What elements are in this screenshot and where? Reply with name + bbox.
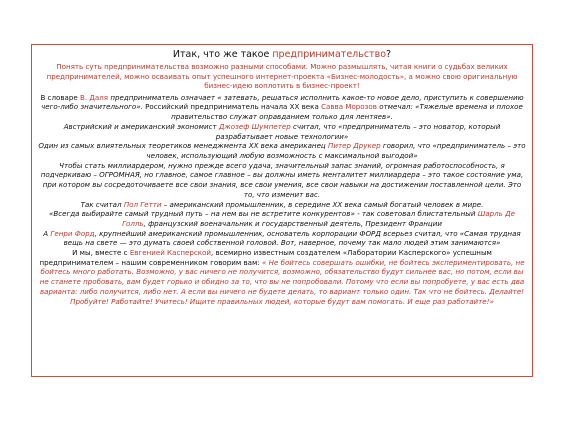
- schumpeter-name: Джозеф Шумпетер: [218, 121, 291, 131]
- kasperskaya-quote: « Не бойтесь совершать ошибки, не бойтесь экспериментировать, не бойтесь много работать. Возможно, у вас ничего не получится, возможно, обязательство будут сильнее вас, но потом, если вы не станете пробовать, вам будет горько и обидно за то, что вы не попробовали. Потому что если вы попробуете, у вас есть два варианта: либо получится, либо нет. А если вы ничего не будете делать, то вариант только один. Так что не бойтесь. Делайте! Пробуйте! Работайте! Учитесь! Ищите правильных людей, которые будут вам помогать. И еще раз работайте!»: [39, 257, 525, 306]
- morozov-name: Савва Морозов: [321, 102, 377, 112]
- paragraph-getty: [38, 200, 526, 210]
- ford-intro: А: [43, 228, 51, 238]
- dal-definition: предприниматель означает « затевать, решаться исполнить какое-то новое дело, приступить к совершению чего-либо значительного».: [41, 92, 524, 112]
- kasperskaya-name: Евгенией Касперской: [129, 248, 211, 258]
- ford-name: Генри Форд: [50, 228, 95, 238]
- paragraph-degaulle: [38, 209, 526, 228]
- paragraph-ford: [38, 229, 526, 248]
- title-question-mark: ?: [386, 49, 392, 60]
- paragraph-millionaire: Чтобы стать миллиардером, нужно прежде всего удача, значительный запас знаний, огромная работоспособность, я подчеркиваю – ОГРОМНАЯ, но главное, самое главное – вы должны иметь менталитет миллиардера – это такое состояние ума, при котором вы сосредоточиваете все свои знания, все свои умения, все свои навыки на достижении поставленной цели. Это то, что изменит вас.: [40, 160, 524, 199]
- paragraph-schumpeter: [38, 122, 526, 141]
- schumpeter-quote: считал, что «предприниматель – это новатор, который разрабатывает новые технологии»: [215, 121, 501, 141]
- kasperskaya-intro: И мы, вместе с: [72, 248, 130, 258]
- dal-name: В. Даля: [79, 92, 109, 102]
- drucker-name: Питер Друкер: [328, 141, 381, 151]
- getty-name: Пол Гетти: [123, 199, 162, 209]
- degaulle-description: , французский военачальник и государственный деятель, Президент Франции: [143, 218, 442, 228]
- schumpeter-intro: Австрийский и американский экономист: [63, 121, 219, 131]
- degaulle-quote: «Всегда выбирайте самый трудный путь – на нем вы не встретите конкурентов» - так советовал блистательный: [48, 209, 478, 219]
- morozov-intro: Российский предприниматель начала ХХ века: [142, 102, 322, 112]
- title-highlight: предпринимательство: [272, 49, 387, 60]
- dal-text-prefix: В словаре: [40, 92, 80, 102]
- paragraph-drucker: [38, 141, 526, 160]
- ford-quote: , крупнейший американский промышленник, основатель корпорации ФОРД всерьез считал, что «Самая трудная вещь на свете — это думать своей собственной головой. Вот, наверное, почему так мало людей этим занимаются»: [63, 228, 521, 248]
- drucker-intro: Один из самых влиятельных теоретиков менеджмента ХХ века американец: [38, 141, 329, 151]
- morozov-quote: отмечал: «Тяжелые времена и плохое правительство служат оправданием только для лентяев».: [171, 102, 523, 122]
- getty-intro: Так считал: [80, 199, 124, 209]
- paragraph-dal-morozov: [38, 93, 526, 122]
- drucker-quote: говорил, что «предприниматель – это человек, использующий любую возможность с максимальной выгодой»: [146, 141, 526, 160]
- content-frame: [31, 44, 533, 377]
- page-title: [38, 49, 526, 61]
- title-text: Итак, что же такое: [172, 49, 273, 60]
- paragraph-kasperskaya: [38, 248, 526, 306]
- quotes-body: [38, 93, 526, 306]
- kasperskaya-description: , всемирно известным создателем «Лаборатории Касперского» успешным предпринимателем – нашим современником говорим вам:: [39, 248, 492, 267]
- degaulle-name: Шарль Де Голль: [122, 209, 516, 228]
- getty-description: – американский промышленник, в середине XX века самый богатый человек в мире.: [161, 199, 484, 209]
- intro-text: Понять суть предпринимательства возможно разными способами. Можно размышлять, читая книги о судьбах великих предпринимателей, можно осваивать опыт успешного интернет-проекта «Бизнес-молодость», а можно свою оригинальную бизнес-идею воплотить в бизнес-проект!: [46, 62, 518, 91]
